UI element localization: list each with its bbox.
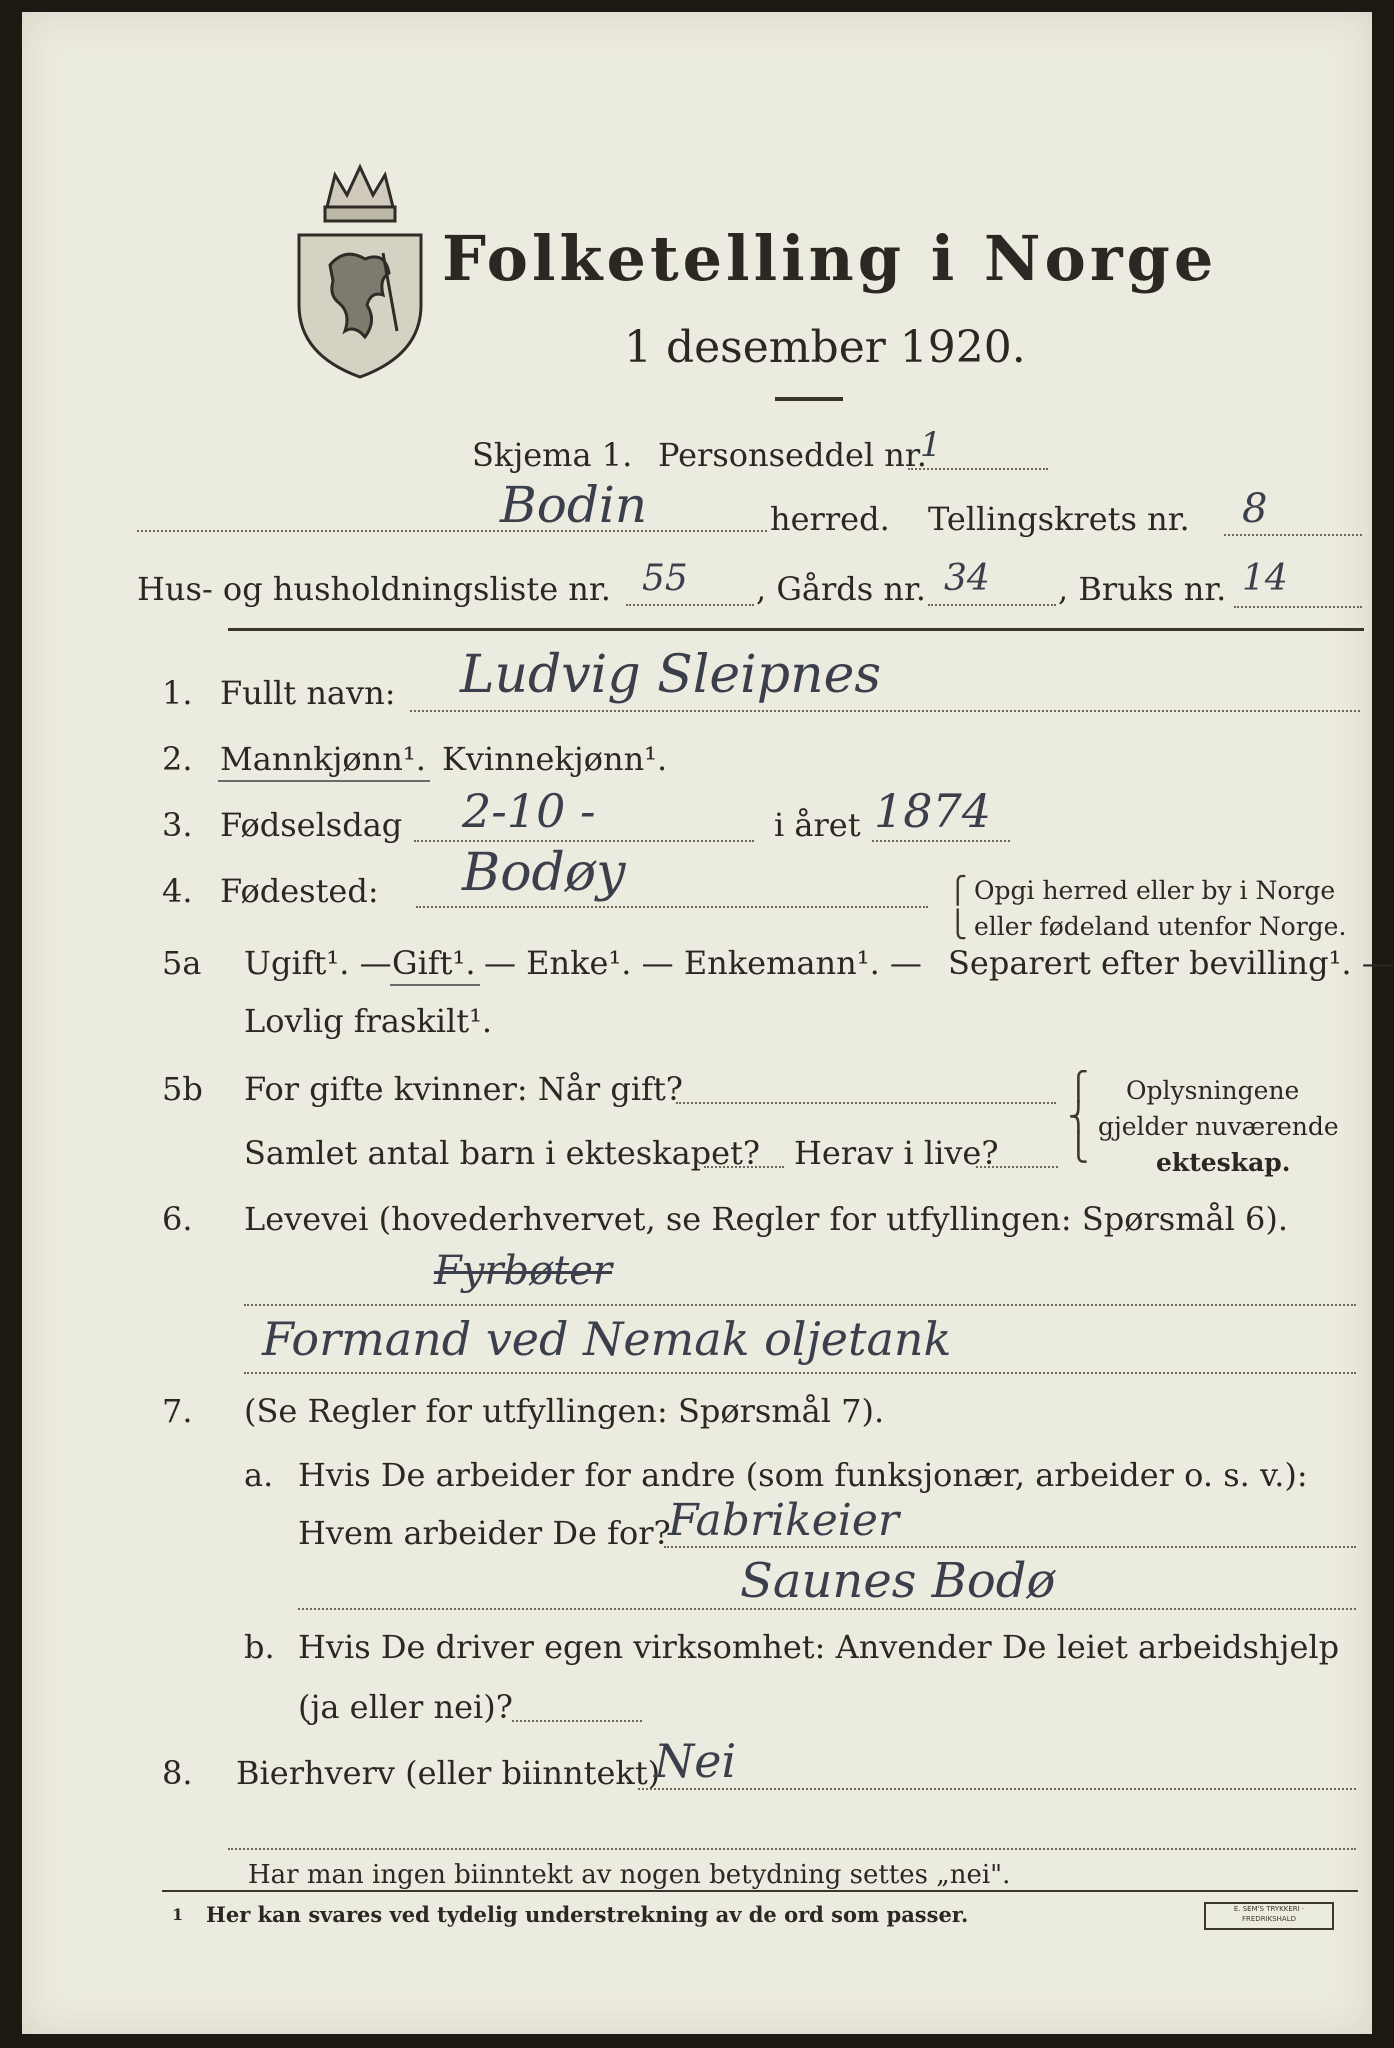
q5b-married-field-line	[676, 1102, 1056, 1104]
footnote-text: Her kan svares ved tydelig understrekning av de ord som passer.	[206, 1902, 969, 1927]
census-form-sheet	[22, 12, 1394, 2034]
q3-year-label: i året	[774, 806, 861, 844]
schema-label: Skjema 1.	[472, 436, 633, 474]
q5a-separert: Separert efter bevilling¹. —	[948, 944, 1394, 982]
q5a-gift-underline	[390, 984, 480, 986]
personseddel-label: Personseddel nr.	[658, 436, 927, 474]
gards-field-line	[928, 604, 1056, 606]
q2-female: Kvinnekjønn¹.	[442, 740, 668, 778]
q5b-note-line-3: ekteskap.	[1156, 1148, 1291, 1177]
q8-value: Nei	[654, 1734, 737, 1788]
q7b-letter: b.	[244, 1628, 275, 1666]
header-divider	[228, 628, 1364, 631]
q3-label: Fødselsdag	[220, 806, 403, 844]
q7b-field-line	[512, 1720, 642, 1722]
q1-number: 1.	[162, 674, 193, 712]
q5a-number: 5a	[162, 944, 202, 982]
bruks-field-line	[1234, 606, 1362, 608]
q8-label: Bierhverv (eller biinntekt)	[236, 1754, 661, 1792]
q5a-gift: Gift¹.	[392, 944, 476, 982]
q7a-value-2: Saunes Bodø	[740, 1553, 1056, 1609]
q5b-ilive-label: Herav i live?	[794, 1134, 999, 1172]
q4-field-line	[416, 906, 928, 908]
q5b-label: For gifte kvinner: Når gift?	[244, 1070, 683, 1108]
q7a-letter: a.	[244, 1456, 274, 1494]
q4-note-brace: ⎧ ⎩	[948, 876, 968, 940]
q7-label: (Se Regler for utfyllingen: Spørsmål 7).	[244, 1392, 885, 1430]
q8-number: 8.	[162, 1754, 193, 1792]
gards-value: 34	[944, 558, 990, 599]
q2-number: 2.	[162, 740, 193, 778]
tellingskrets-value: 8	[1242, 486, 1268, 532]
q3-year-value: 1874	[874, 784, 992, 838]
footnote-mark: 1	[172, 1905, 184, 1924]
q7a-value-1: Fabrikeier	[668, 1495, 899, 1546]
q3-number: 3.	[162, 806, 193, 844]
gards-label: , Gårds nr.	[756, 570, 926, 608]
q8-field-line-2	[228, 1848, 1356, 1850]
q6-number: 6.	[162, 1200, 193, 1238]
census-date: 1 desember 1920.	[624, 322, 1026, 373]
q6-struck-value: Fyrbøter	[434, 1248, 613, 1294]
personseddel-value: 1	[920, 425, 942, 465]
bruks-value: 14	[1242, 558, 1288, 599]
q7a-label: Hvis De arbeider for andre (som funksjonær, arbeider o. s. v.):	[298, 1456, 1308, 1494]
q8-field-line-1	[638, 1788, 1356, 1790]
husholdningsliste-value: 55	[642, 558, 688, 599]
q3-year-field-line	[872, 840, 1010, 842]
title-divider	[775, 397, 843, 401]
q4-number: 4.	[162, 872, 193, 910]
personseddel-field-line	[908, 468, 1048, 470]
q5b-number: 5b	[162, 1070, 203, 1108]
q3-value: 2-10 -	[462, 784, 596, 838]
bruks-label: , Bruks nr.	[1058, 570, 1227, 608]
q3-field-line	[414, 840, 754, 842]
q1-field-line	[410, 710, 1360, 712]
q4-label: Fødested:	[220, 872, 379, 910]
q6-field-line-2	[244, 1372, 1356, 1374]
q6-value: Formand ved Nemak oljetank	[262, 1312, 952, 1366]
form-title: Folketelling i Norge	[442, 222, 1218, 295]
tellingskrets-field-line	[1224, 534, 1362, 536]
q7a-field-line-2	[298, 1608, 1356, 1610]
q5a-ugift: Ugift¹. —	[244, 944, 392, 982]
q4-note-line-1: Opgi herred eller by i Norge	[974, 876, 1336, 905]
tellingskrets-label: Tellingskrets nr.	[928, 500, 1190, 538]
q5b-note-brace: ⎧ ⎨ ⎩	[1068, 1070, 1089, 1163]
q1-value: Ludvig Sleipnes	[460, 645, 882, 705]
herred-value: Bodin	[500, 476, 648, 534]
q7b-label-2: (ja eller nei)?	[298, 1688, 513, 1726]
herred-field-line	[137, 530, 767, 532]
footer-divider	[162, 1890, 1358, 1892]
q6-label: Levevei (hovederhvervet, se Regler for utfyllingen: Spørsmål 6).	[244, 1200, 1289, 1238]
husholdningsliste-label: Hus- og husholdningsliste nr.	[137, 570, 611, 608]
q1-label: Fullt navn:	[220, 674, 396, 712]
herred-label: herred.	[770, 500, 890, 538]
husholdningsliste-field-line	[626, 604, 754, 606]
norwegian-coat-of-arms-icon	[285, 155, 435, 383]
q7-number: 7.	[162, 1392, 193, 1430]
q4-value: Bodøy	[462, 843, 626, 903]
q5b-barn-label: Samlet antal barn i ekteskapet?	[244, 1134, 761, 1172]
printer-stamp: E. SEM'S TRYKKERI · FREDRIKSHALD	[1204, 1902, 1334, 1930]
q7b-label: Hvis De driver egen virksomhet: Anvender De leiet arbeidshjelp	[298, 1628, 1340, 1666]
q5b-barn-field-line	[704, 1166, 784, 1168]
q5b-note-line-1: Oplysningene	[1126, 1076, 1300, 1105]
q6-field-line-1	[244, 1304, 1356, 1306]
q2-male-underline	[218, 780, 430, 782]
footer-note: Har man ingen biinntekt av nogen betydning settes „nei".	[248, 1860, 1011, 1890]
q5b-note-line-2: gjelder nuværende	[1098, 1112, 1339, 1141]
q2-male: Mannkjønn¹.	[220, 740, 426, 778]
q4-note-line-2: eller fødeland utenfor Norge.	[974, 912, 1347, 941]
q5b-ilive-field-line	[976, 1166, 1058, 1168]
q5a-fraskilt: Lovlig fraskilt¹.	[244, 1002, 493, 1040]
q7a-who-label: Hvem arbeider De for?	[298, 1514, 671, 1552]
q5a-rest: — Enke¹. — Enkemann¹. —	[484, 944, 922, 982]
q7a-field-line-1	[664, 1546, 1356, 1548]
